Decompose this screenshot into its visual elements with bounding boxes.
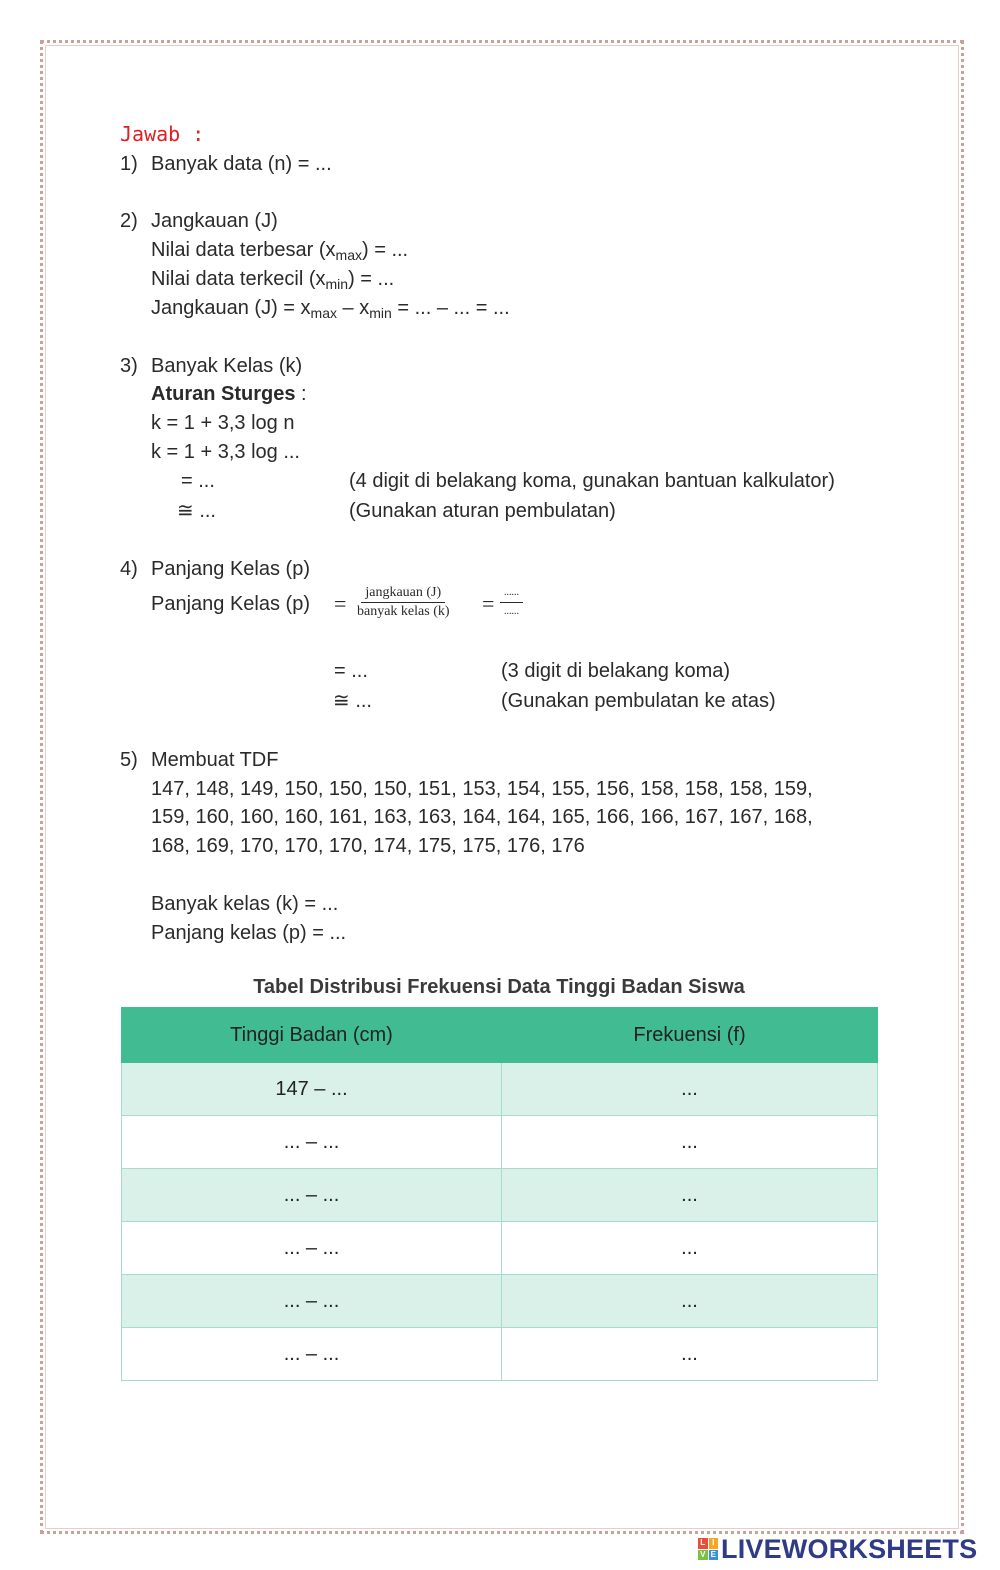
height-cell[interactable]: ... – ... [122,1116,502,1169]
frequency-cell[interactable]: ... [502,1275,878,1328]
header-height: Tinggi Badan (cm) [122,1008,502,1063]
table-row [122,1116,878,1169]
class-length-result-note: (3 digit di belakang koma) [501,660,731,682]
sturges-formula-2: k = 1 + 3,3 log ... [151,441,300,463]
frequency-cell[interactable]: ... [502,1063,878,1116]
data-values-line-1: 147, 148, 149, 150, 150, 150, 151, 153, 154, 155, 156, 158, 158, 158, 159, [151,778,813,800]
section-3-number: 3) [120,355,138,377]
sturges-result: = ... [181,470,215,492]
table-header-row [122,1008,878,1063]
class-length-result: = ... [334,660,368,682]
section-4-title: Panjang Kelas (p) [151,558,310,580]
height-cell[interactable]: 147 – ... [122,1063,502,1116]
height-cell[interactable]: ... – ... [122,1328,502,1381]
min-value-line: Nilai data terkecil $(x_{min})$ = ... [151,268,395,292]
section-2-title: Jangkauan (J) [151,210,278,232]
logo-mark-icon: L I V E [698,1538,718,1560]
logo-text: LIVEWORKSHEETS [721,1533,978,1564]
equals-sign: = [482,591,495,616]
frequency-cell[interactable]: ... [502,1116,878,1169]
table-row [122,1169,878,1222]
height-cell[interactable]: ... – ... [122,1275,502,1328]
section-5-title: Membuat TDF [151,749,279,771]
class-length-line: Panjang kelas (p) = ... [151,922,347,944]
section-1-number: 1) [120,153,138,175]
section-5-number: 5) [120,749,138,771]
range-formula-line: Jangkauan $(J) = x_{max} - x_{min}$ = ... – ... = ... [151,297,510,321]
blank-denominator: ...... [504,606,519,617]
table-title: Tabel Distribusi Frekuensi Data Tinggi Badan Siswa [253,976,745,998]
sturges-rounded: ≅ ... [177,500,216,522]
table-row [122,1063,878,1116]
frequency-cell[interactable]: ... [502,1328,878,1381]
class-length-fraction [353,584,454,621]
class-count-line: Banyak kelas (k) = ... [151,893,339,915]
height-cell[interactable]: ... – ... [122,1169,502,1222]
data-values-line-3: 168, 169, 170, 170, 170, 174, 175, 175, 176, 176 [151,835,585,857]
section-4-number: 4) [120,558,138,580]
jawab-heading: Jawab : [120,122,205,146]
header-frequency: Frekuensi (f) [502,1008,878,1063]
fraction-denominator: banyak kelas (k) [357,604,450,619]
section-2-number: 2) [120,210,138,232]
sturges-result-note: (4 digit di belakang koma, gunakan bantuan kalkulator) [349,470,835,492]
class-length-rounded: ≅ ... [333,690,372,712]
max-value-line: Nilai data terbesar $(x_{max})$ = ... [151,239,409,263]
data-values-line-2: 159, 160, 160, 160, 161, 163, 163, 164, 164, 165, 166, 166, 167, 167, 168, [151,806,813,828]
class-length-rounded-note: (Gunakan pembulatan ke atas) [501,690,776,712]
class-length-label: Panjang Kelas (p) [151,593,310,615]
section-3-title: Banyak Kelas (k) [151,355,303,377]
sturges-rounded-note: (Gunakan aturan pembulatan) [349,500,616,522]
sturges-formula-1: k = 1 + 3,3 log n [151,412,295,434]
blank-fraction [500,584,523,621]
table-row [122,1275,878,1328]
sturges-rule-label: Aturan Sturges : [151,383,307,405]
frequency-cell[interactable]: ... [502,1222,878,1275]
equals-sign: = [334,591,347,616]
frequency-table [121,1007,878,1381]
frequency-cell[interactable]: ... [502,1169,878,1222]
blank-numerator: ...... [500,584,523,603]
table-row [122,1222,878,1275]
table-row [122,1328,878,1381]
section-1-text: Banyak data (n) = ... [151,153,332,175]
height-cell[interactable]: ... – ... [122,1222,502,1275]
fraction-numerator: jangkauan (J) [361,584,445,603]
liveworksheets-logo[interactable] [698,1534,977,1564]
